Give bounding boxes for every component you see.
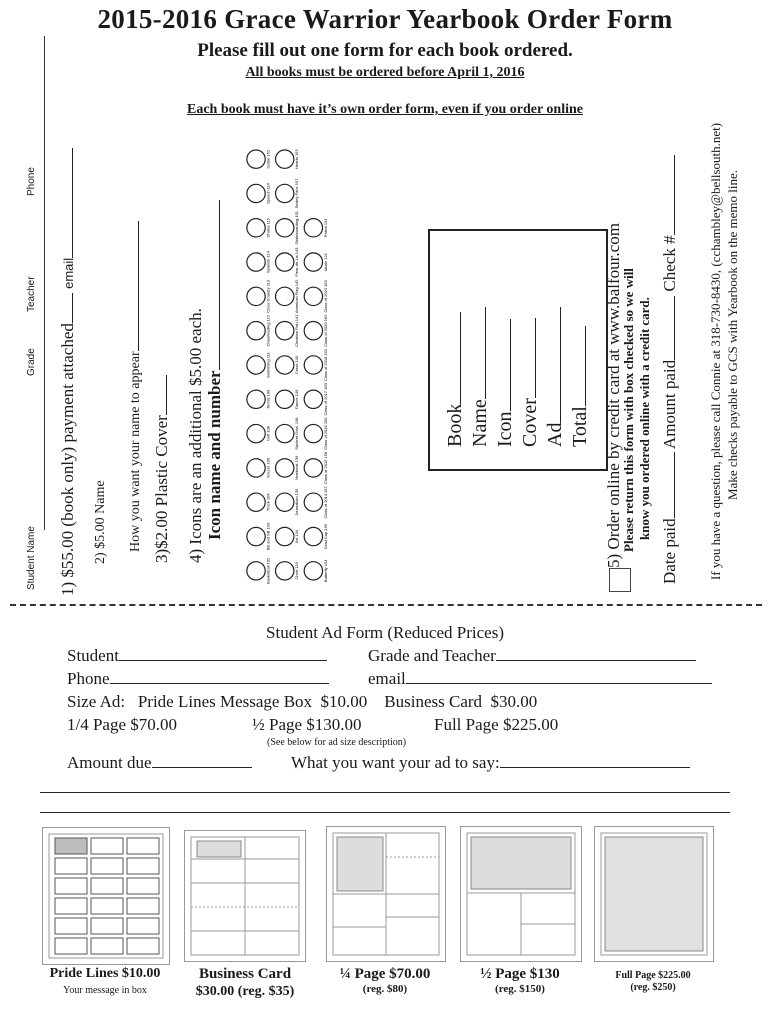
icon-label: Class of 2017 160 [322,383,328,416]
office-field-name [467,307,492,447]
office-field-icon [492,307,517,447]
pride-lines-box [91,938,123,954]
icon-label: Class of 2015 158 [322,451,328,485]
icon-label: Swimming 111 [265,352,271,378]
ad-form-title: Student Ad Form (Reduced Prices) [266,623,504,642]
torch-icon-shape [276,424,294,442]
icon-label: Golf 108 [265,426,271,442]
office-field-cover [517,307,542,447]
icon-label: Guitar 152 [265,149,271,169]
ad-message-line-2[interactable] [40,812,730,813]
checks-payable-line: Make checks payable to GCS with Yearbook on the memo line. [725,170,740,500]
ad-message-label: What you want your ad to say: [291,753,500,772]
pride-lines-box [127,838,159,854]
icon-label: Art 134 [294,530,300,543]
microphone-icon-shape [247,184,265,202]
hearts-icon-shape [276,150,294,168]
quarter-page-price: 1/4 Page $70.00 [67,715,178,734]
icon-label: Class of 2018 161 [322,348,328,382]
icon-label: Class of 2020 163 [322,280,328,313]
amount-due-field[interactable] [152,767,252,768]
pride-lines-box [55,898,87,914]
pride-lines-box [55,938,87,954]
phone-field[interactable] [110,683,329,684]
crossed-bats-icon [247,522,271,550]
golf-icon-shape [247,424,265,442]
pride-lines-box [55,858,87,874]
basketball-icon [247,557,271,584]
half-page-sample [460,826,582,962]
icon-label: BB and SB 103 [265,522,271,551]
flag-icon-shape [247,253,265,271]
butterfly-icon-shape [304,562,322,580]
icon-label: Choir 133 [294,562,300,580]
page-subtitle: Please fill out one form for each book ordered. [197,40,573,61]
office-field-line[interactable] [442,312,461,404]
icon-label: Student Govt. 138 [294,417,300,450]
office-field-line[interactable] [517,318,536,398]
office-field-label: Cover [519,398,541,447]
icon-label: Cross Country 113 [265,279,271,313]
student-label: Student [67,646,119,665]
fleur-de-lis-icon [276,247,300,277]
grade-label: Grade [26,348,37,376]
half-page-subcaption: (reg. $150) [495,983,545,995]
date-paid-label: Date paid [660,518,679,584]
payment-line [660,155,680,584]
soccer-ball-icon [247,457,271,478]
amount-paid-field[interactable] [660,296,675,360]
pride-lines-box [91,858,123,874]
flag-icon [247,250,271,273]
name-appear-item: How you want your name to appear [124,221,144,552]
email-field-ad[interactable] [406,683,712,684]
icon-label: Class of 2014 157 [322,486,328,519]
torch-icon [276,417,300,450]
class-2018-icon-shape [304,356,322,374]
notebook-icon [276,488,300,516]
pride-lines-box [127,898,159,914]
choir-icon [276,561,300,580]
icon-label: Parrot 131 [322,218,328,238]
class-2019-icon [304,314,328,347]
icon-name-number-field[interactable] [205,200,220,370]
pride-lines-box [127,938,159,954]
size-description-note: (See below for ad size description) [267,737,407,748]
hearts-icon [276,149,300,169]
cross-icon-shape [276,356,294,374]
email-label-ad: email [368,669,406,688]
icon-label: Music 121 [322,252,328,272]
email-row [368,669,712,689]
office-field-ad [542,307,567,447]
size-ad-row: Size Ad: Pride Lines Message Box $10.00 Business Card $30.00 [67,692,538,711]
tennis-ball-icon [247,389,271,409]
pride-lines-subcaption: Your message in box [63,985,147,996]
amount-due-label: Amount due [67,753,152,772]
full-page-sample [594,826,714,962]
pride-lines-box [55,878,87,894]
icon-label: Speech 116 [265,182,271,204]
masks-icon [247,217,271,237]
contact-line: If you have a question, please call Connie at 318-730-8430, (cchambley@bellsouth.net) [708,122,723,580]
business-card-grid [185,831,305,961]
track-shoe-icon [247,493,271,512]
megaphone-icon-shape [247,322,265,340]
office-field-line[interactable] [492,319,511,411]
dancer-icon [276,389,300,409]
phone-label-ad: Phone [67,669,110,688]
quarter-page-grid [327,827,445,961]
quarter-page-caption: ¼ Page $70.00 [339,966,431,982]
student-row [67,646,327,666]
business-card-caption: Business Card [198,966,292,982]
half-page-grid [461,827,581,961]
email-field[interactable] [58,148,73,258]
check-number-label: Check # [660,235,679,292]
soccer-ball-icon-shape [247,459,265,477]
grad-cap-icon [304,523,328,549]
full-page-subcaption: (reg. $250) [630,982,676,993]
basketball-icon-shape [247,562,265,580]
amount-due-row [67,753,252,773]
cross-icon [276,355,300,374]
pride-lines-box [55,838,87,854]
date-paid-field[interactable] [660,452,675,518]
phone-row [67,669,329,689]
order-deadline: All books must be ordered before April 1, 2016 [245,65,525,80]
business-card-highlight [197,841,241,857]
grade-teacher-label: Grade and Teacher [368,646,496,665]
class-2016-icon-shape [304,424,322,442]
swimmer-icon [247,351,271,377]
palette-icon [276,527,300,545]
amount-paid-label: Amount paid [660,359,679,450]
class-2020-icon [304,279,328,312]
quarter-page-subcaption: (reg. $80) [362,983,408,995]
crossed-bats-icon-shape [247,527,265,545]
track-shoe-icon-shape [247,493,265,511]
pride-lines-caption: Pride Lines $10.00 [49,966,161,981]
check-number-field[interactable] [660,155,675,235]
tennis-ball-icon-shape [247,390,265,408]
choir-icon-shape [276,562,294,580]
office-field-label: Book [444,403,466,447]
book-only-item: 1) $55.00 (book only) payment attached email [58,148,78,596]
pride-lines-box [91,878,123,894]
fleur-de-lis-icon-shape [276,253,294,271]
runner-icon [247,279,271,313]
icon-label: Class of 2019 162 [322,314,328,347]
icon-name-number: Icon name and number [205,200,225,540]
smiley-icon [276,178,300,209]
phone-label: Phone [26,167,37,196]
fish-icon-shape [276,322,294,340]
online-order-line: 5) Order online by credit card at www.balfour.com [604,223,623,568]
student-field[interactable] [119,660,327,661]
online-order-note1: Please return this form with box checked so we will [621,268,636,552]
icon-label: Drama 115 [265,218,271,238]
class-2017-icon [304,382,328,415]
plastic-cover-item: 3)$2.00 Plastic Cover [152,375,172,563]
icon-label: Cheerleading 112 [265,315,271,347]
icon-label: Smiley Face 157 [294,178,300,209]
class-2016-icon [304,417,328,450]
business-card-sample [184,830,306,962]
dancer-icon-shape [276,390,294,408]
office-use-box [428,229,608,471]
smiley-icon-shape [276,184,294,202]
icon-label: Tennis 109 [265,389,271,409]
office-field-book [442,307,467,447]
icon-label: Track 104 [265,493,271,512]
office-fields [442,307,592,447]
name-item: 2) $5.00 Name [93,480,108,564]
ad-message-field[interactable] [500,767,690,768]
office-field-line[interactable] [542,307,561,423]
office-field-total [567,307,592,447]
icons-item: 4) Icons are an additional $5.00 each. [186,308,205,563]
class-2015-icon [304,451,328,484]
icon-label: Class of 2016 159 [322,417,328,450]
grade-teacher-field[interactable] [496,660,696,661]
half-page-price: ½ Page $130.00 [252,715,362,734]
pride-lines-box [127,878,159,894]
palette-icon-shape [276,527,294,545]
skateboard-icon [276,210,300,244]
email-label: email [61,257,76,289]
half-page-caption: ½ Page $130 [480,966,560,982]
cut-line [10,604,762,606]
pride-lines-box [91,838,123,854]
grad-cap-icon-shape [304,527,322,545]
pride-lines-box [127,918,159,934]
music-icon [304,252,328,271]
icon-label: Grad Cap 155 [322,523,328,550]
icon-label: Soccer 106 [265,457,271,479]
icon-grid [246,142,332,588]
class-2017-icon-shape [304,390,322,408]
class-2014-icon-shape [304,493,322,511]
masks-icon-shape [247,219,265,237]
icon-label: Journalism 135 [294,488,300,516]
icon-label: Yearbook 136 [294,455,300,481]
parrot-icon [304,218,328,237]
office-field-label: Ad [544,422,566,447]
yearbook-icon-shape [276,459,294,477]
skateboard-icon-shape [276,219,294,237]
office-field-label: Total [569,406,591,447]
business-card-subcaption: $30.00 (reg. $35) [195,984,295,999]
office-field-line[interactable] [567,326,586,406]
pride-lines-box [91,918,123,934]
class-2020-icon-shape [304,287,322,305]
student-name-label: Student Name [26,526,37,590]
guitar-icon [247,149,271,168]
swimmer-icon-shape [247,356,265,374]
icon-label: Basketball 102 [265,557,271,584]
yearbook-icon [276,455,300,480]
icon-label: American Flag 142 [294,279,300,314]
online-order-note2: know you ordered online with a credit card. [637,297,652,540]
american-flag-icon [276,279,300,313]
ad-message-line-1[interactable] [40,792,730,793]
office-field-line[interactable] [467,307,486,399]
grade-teacher-row [368,646,696,666]
quarter-page-highlight [337,837,383,891]
microphone-icon [247,182,271,204]
order-notice: Each book must have it’s own order form, even if you order online [186,102,583,117]
class-2014-icon [304,485,328,518]
fish-icon [276,314,300,347]
office-field-label: Icon [494,411,516,447]
icon-label: Fleur-de-Lis 143 [294,247,300,277]
name-appear-field[interactable] [124,221,139,351]
notebook-icon-shape [276,493,294,511]
icon-label: Skateboarding 151 [294,210,300,245]
icon-label: Cross 140 [294,355,300,375]
guitar-icon-shape [247,150,265,168]
full-page-price: Full Page $225.00 [434,715,559,734]
runner-icon-shape [247,287,265,305]
full-page-highlight [605,837,703,951]
left-fill-line [44,36,45,530]
pride-lines-box [91,898,123,914]
class-2019-icon-shape [304,322,322,340]
icon-label: Spanish 114 [265,251,271,274]
butterfly-icon [304,559,328,582]
pride-lines-box [55,918,87,934]
teacher-label: Teacher [26,276,37,312]
online-order-checkbox[interactable] [609,568,631,592]
half-page-highlight [471,837,571,889]
pride-lines-grid [43,828,169,964]
icon-label: Butterfly 154 [322,559,328,583]
office-field-label: Name [469,399,491,447]
class-2015-icon-shape [304,459,322,477]
quarter-page-sample [326,826,446,962]
parrot-icon-shape [304,219,322,237]
full-page-caption: Full Page $225.00 [615,970,691,981]
full-page-grid [595,827,713,961]
plastic-cover-field[interactable] [152,375,167,415]
golf-icon [247,424,271,442]
class-2018-icon [304,348,328,381]
american-flag-icon-shape [276,287,294,305]
megaphone-icon [247,314,271,346]
icon-label: Christian Fish 141 [294,314,300,347]
icon-label: Dance 139 [294,389,300,409]
icon-label: Hearts 153 [294,149,300,169]
pride-lines-sample [42,827,170,965]
page-title: 2015-2016 Grace Warrior Yearbook Order Form [97,4,673,34]
music-icon-shape [304,253,322,271]
pride-lines-box [127,858,159,874]
ad-message-row [291,753,690,773]
